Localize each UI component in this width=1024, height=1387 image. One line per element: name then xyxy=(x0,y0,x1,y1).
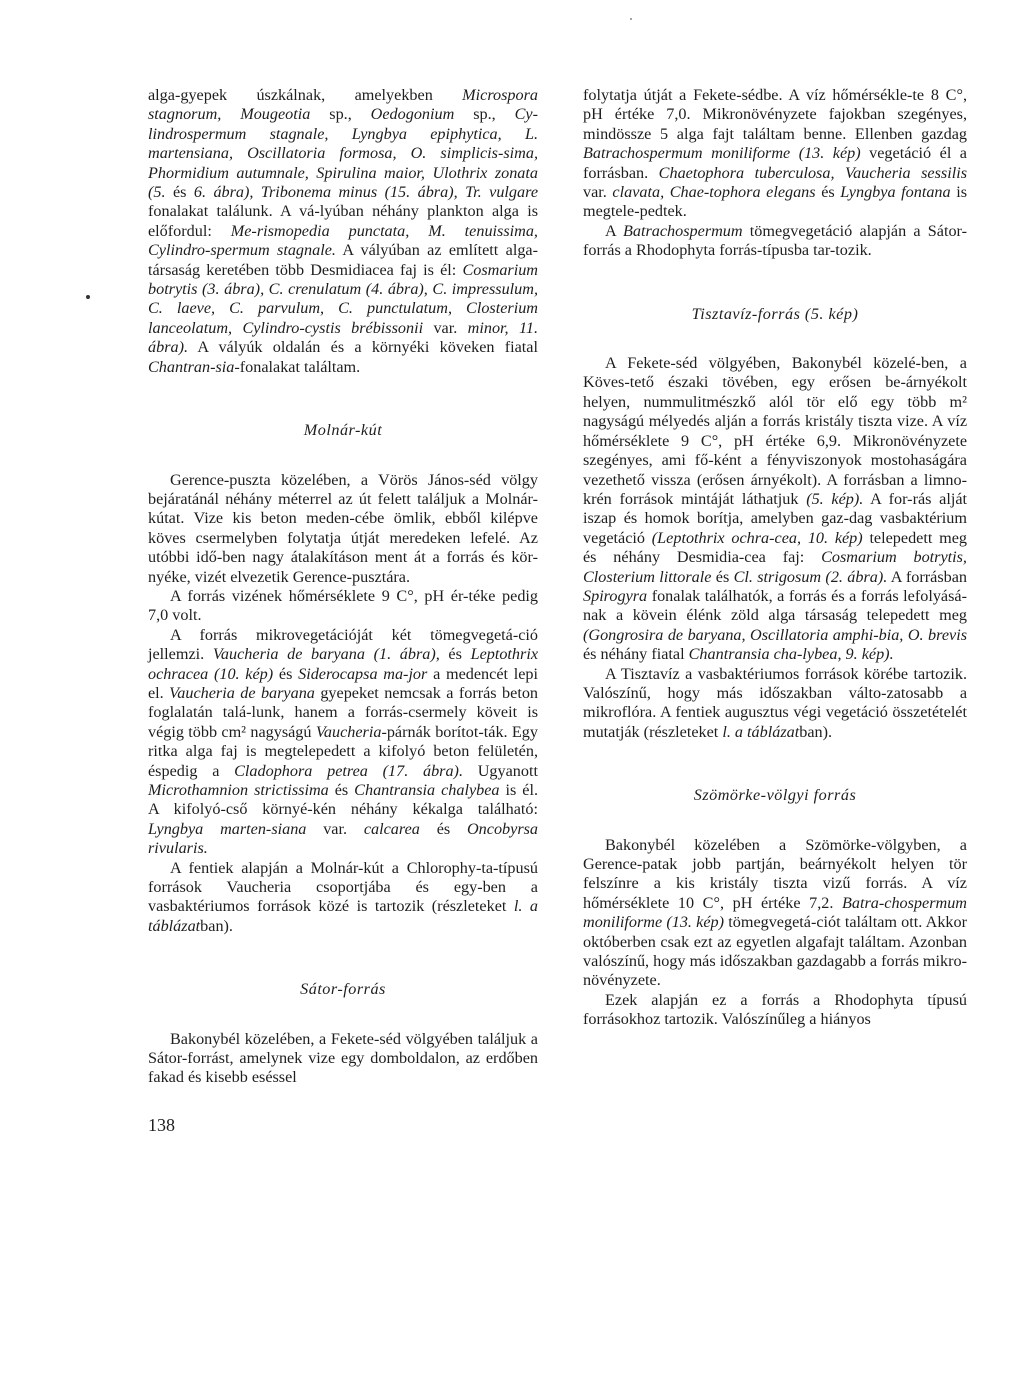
italic-text: Microthamnion strictissima xyxy=(148,781,329,799)
italic-text: l. a táblázat xyxy=(722,722,800,741)
text-run: A forrásban xyxy=(887,567,967,586)
text-run: a medencét lepi el. xyxy=(148,664,538,702)
text-run: fonalak találhatók, a forrás és a forrás lefolyásá-nak a kövein élénk zöld alga társaság telepedett meg xyxy=(583,586,967,625)
paragraph xyxy=(583,836,967,991)
italic-text: Cladophora petrea (17. ábra). xyxy=(234,761,463,780)
italic-text: Cl. strigosum (2. ábra). xyxy=(733,567,888,586)
text-run: A fentiek alapján a Molnár-kút a Chlorophy-ta-típusú források Vaucheria csoportjába és egy-ben a vasbaktériumos források közé is tartozik (részleteket xyxy=(148,858,538,916)
text-run: és xyxy=(328,781,355,799)
text-run: tömegvegetá-ciót találtam ott. Akkor októberben csak ezt az egyetlen algafajt találtam. Azonban valószínű, hogy más időszakban gazdagabb a forrás mikro-növényzete. xyxy=(583,913,967,990)
italic-text: Oedogonium xyxy=(370,105,455,124)
italic-text: Vaucheria de baryana xyxy=(169,683,315,702)
text-run: sp., xyxy=(310,105,371,124)
paragraph xyxy=(583,991,967,1030)
left-column xyxy=(148,86,538,1088)
text-run: A xyxy=(605,221,623,240)
paragraph xyxy=(583,354,967,665)
section-heading: Sátor-forrás xyxy=(300,980,386,999)
italic-text: Lyngbya fontana xyxy=(840,183,951,202)
text-run: telepedett meg és néhány Desmidia-cea faj: xyxy=(583,528,967,567)
section-heading: Molnár-kút xyxy=(303,421,383,440)
text-run: folytatja útját a Fekete-sédbe. A víz hőmérsékle-te 8 C°, pH értéke 7,0. Mikronövényzete fajokban szegényes, mindössze 5 alga fajt találtam benne. Ellenben gazdag xyxy=(583,86,967,143)
italic-text: Me-rismopedia punctata, M. tenuissima, Cylindro-spermum stagnale. xyxy=(148,221,538,260)
italic-text: (Gongrosira de baryana, Oscillatoria amphi-bia, O. brevis xyxy=(583,625,967,644)
italic-text: Spirogyra xyxy=(583,586,648,605)
text-run: Ezek alapján ez a forrás a Rhodophyta típusú forrásokhoz tartozik. Valószínűleg a hiányos xyxy=(583,990,967,1029)
text-run: és xyxy=(273,664,299,683)
text-run: -fonalakat találtam. xyxy=(234,357,361,376)
text-run: és xyxy=(711,567,734,586)
italic-text: Chantran-sia xyxy=(148,357,235,376)
text-run: is megtele-pedtek. xyxy=(583,183,968,221)
text-run: vegetáció él a forrásban. xyxy=(583,144,967,182)
italic-text: Chaetophora tuberculosa, Vaucheria sessilis xyxy=(658,163,967,182)
text-run: és xyxy=(815,183,841,202)
text-run: Gerence-puszta közelében, a Vörös János-séd völgy bejáratánál néhány méterrel az út felett találjuk a Molnár-kútat. Vize kis beton meden-cébe ömlik, ebből kilépve köves csermelyben folytatja útját meredeken lefelé. Az utóbbi idő-ben nagy átalakításon ment át a forrás és kör-nyéke, vizét elvezetik Gerence-pusztára. xyxy=(148,470,538,586)
text-run: A vályúk oldalán és a környéki köveken fiatal xyxy=(188,338,538,357)
text-run: és xyxy=(439,645,471,664)
italic-text: Microspora stagnorum, Mougeotia xyxy=(148,86,538,124)
text-run: fonalakat találunk. A vá-lyúban néhány plankton alga is előfordul: xyxy=(148,202,538,240)
italic-text: calcarea xyxy=(363,819,420,838)
text-run: Bakonybél közelében, a Fekete-séd völgyében találjuk a Sátor-forrást, amelynek vize egy domboldalon, az erdőben fakad és kisebb eséssel xyxy=(148,1029,538,1087)
italic-text: (Leptothrix ochra-cea, 10. kép) xyxy=(651,528,863,547)
bullet-mark xyxy=(86,295,90,299)
scan-speck xyxy=(630,18,632,20)
text-run: alga-gyepek úszkálnak, amelyekben xyxy=(148,86,463,104)
italic-text: Chantransia cha-lybea, 9. kép). xyxy=(688,645,894,664)
paragraph xyxy=(148,626,538,859)
paragraph xyxy=(148,86,538,377)
italic-text: Leptothrix ochracea (10. kép) xyxy=(148,645,539,683)
italic-text: Batrachospermum moniliforme (13. kép) xyxy=(583,144,861,163)
italic-text: clavata, Chae-tophora elegans xyxy=(612,183,816,202)
section-heading: Tisztavíz-forrás (5. kép) xyxy=(691,304,859,323)
text-run: A vályúban az említett alga-társaság keretében több Desmidiacea faj is él: xyxy=(148,241,538,279)
text-run: A forrás vizének hőmérséklete 9 C°, pH ér-téke pedig 7,0 volt. xyxy=(148,586,538,625)
text-run: ban). xyxy=(799,722,833,741)
paragraph xyxy=(583,665,967,743)
paragraph xyxy=(583,222,967,261)
italic-text: 6. ábra), Tribonema minus (15. ábra), Tr. vulgare xyxy=(193,183,539,202)
text-run: A forrás mikrovegetációját két tömegvegetá-ció jellemzi. xyxy=(148,625,538,664)
text-run: -párnák borítot-ták. Egy ritka alga faj is megtelepedett a kifolyó beton felületén, éspedig a xyxy=(148,722,538,780)
italic-text: Siderocapsa ma-jor xyxy=(298,664,428,683)
italic-text: (5. kép). xyxy=(806,489,864,508)
text-run: var. xyxy=(583,183,613,202)
italic-text: minor, 11. ábra). xyxy=(148,318,538,357)
italic-text: Vaucheria de baryana (1. ábra), xyxy=(212,645,440,664)
text-run: gyepeket nemcsak a forrás beton foglalatán talá-lunk, hanem a forrás-csermely köveit is végig több cm² nagyságú xyxy=(148,683,539,741)
text-run: és néhány fiatal xyxy=(583,645,689,664)
right-column xyxy=(583,86,967,1030)
paragraph xyxy=(583,86,967,222)
text-run: és xyxy=(419,819,467,838)
italic-text: Lyngbya marten-siana xyxy=(148,819,307,838)
text-run: Bakonybél közelében a Szömörke-völgyben, a Gerence-patak jobb partján, beárnyékolt helyen tör felszínre a kis kristály tiszta vizű forrás. A víz hőmérséklete 10 C°, pH értéke 7,2. xyxy=(583,835,967,912)
page-number: 138 xyxy=(148,1115,175,1135)
text-run: Ugyanott xyxy=(463,761,538,780)
italic-text: Chantransia chalybea xyxy=(354,781,500,799)
text-run: var. xyxy=(306,819,364,838)
italic-text: Batrachospermum xyxy=(623,221,743,240)
text-run: A for-rás alját iszap és homok borítja, amelyben gaz-dag vasbaktérium vegetáció xyxy=(583,489,968,547)
section-heading: Szömörke-völgyi forrás xyxy=(693,786,857,805)
italic-text: Cosmarium botrytis, Closterium littorale xyxy=(583,548,967,586)
italic-text: Oncobyrsa rivularis. xyxy=(148,819,539,858)
paragraph xyxy=(148,1030,538,1088)
italic-text: Cosmarium botrytis (3. ábra), C. crenulatum (4. ábra), C. impressulum, C. laeve, C. parvulum, C. punctulatum, Closterium lanceolatum, Cylindro-cystis brébissonii xyxy=(148,260,538,337)
italic-text: Batra-chospermum moniliforme (13. kép) xyxy=(583,893,967,932)
italic-text: Vaucheria xyxy=(315,722,382,741)
text-run: ban). xyxy=(200,916,233,935)
italic-text: Cy-lindrospermum stagnale, Lyngbya epiphytica, L. martensiana, Oscillatoria formosa, O. simplicis-sima, Phormidium autumnale, Spirulina maior, Ulothrix zonata (5. xyxy=(148,105,538,202)
text-run: sp., xyxy=(454,105,515,124)
text-run: tömegvegetáció alapján a Sátor-forrás a Rhodophyta forrás-típusba tar-tozik. xyxy=(583,221,968,260)
paragraph xyxy=(148,471,538,587)
text-run: A Tisztavíz a vasbaktériumos források körébe tartozik. Valószínű, hogy más időszakban válto-zatosabb a mikroflóra. A fentiek augusztus végi vegetáció összetételét mutatják (részleteket xyxy=(583,664,967,741)
text-run: A Fekete-séd völgyében, Bakonybél közelé-ben, a Köves-tető északi tövében, egy erősen be-árnyékolt helyen, nummulitmészkő alól tör elő egy több m² nagyságú mélyedés alján a forrás kristály tiszta vize. A víz hőmérséklete 9 C°, pH értéke 6,9. Mikronövényzete szegényes, ami fő-ként a fényviszonyok mostohaságára vezethető vissza (erősen árnyékolt). A forrásban a limno-krén források mintáját láthatjuk xyxy=(583,354,967,508)
paragraph xyxy=(148,859,538,937)
text-run: is él. A kifolyó-cső környé-kén néhány kékalga található: xyxy=(148,781,538,819)
italic-text: l. a táblázat xyxy=(148,897,539,935)
text-run: var. xyxy=(423,318,468,337)
paragraph xyxy=(148,587,538,626)
text-run: és xyxy=(165,183,194,202)
